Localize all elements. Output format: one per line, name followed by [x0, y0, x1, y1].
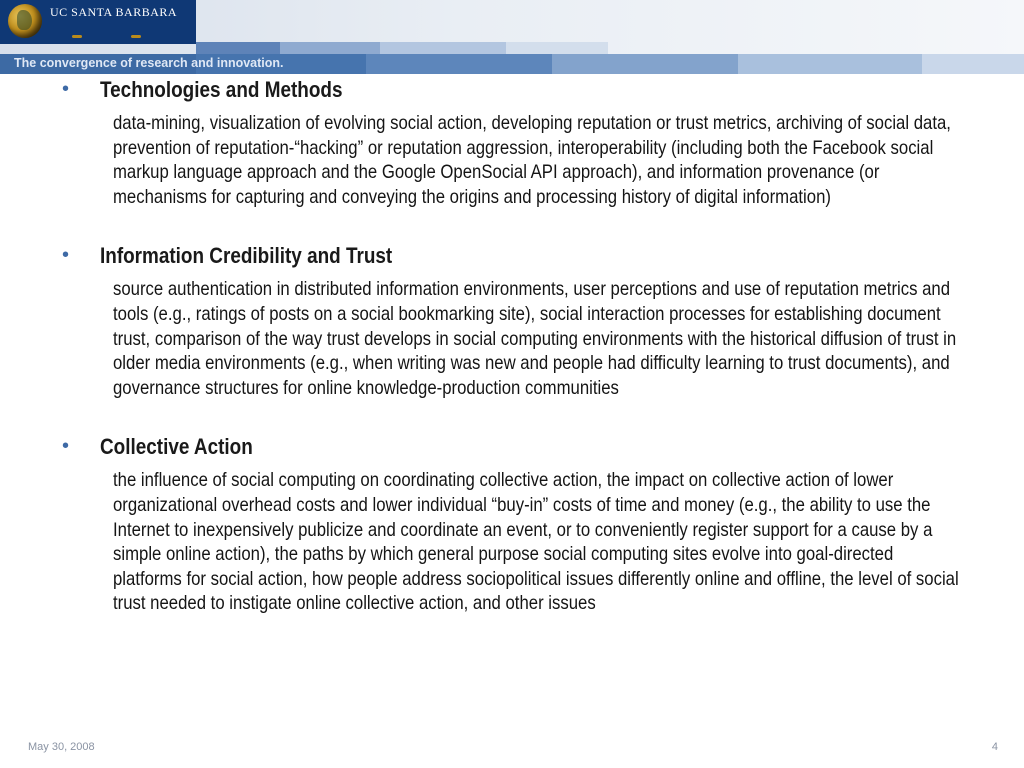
section-heading: Information Credibility and Trust — [100, 243, 393, 269]
section-heading: Collective Action — [100, 434, 253, 460]
ucsb-logo — [0, 0, 196, 44]
slide-content — [60, 75, 965, 616]
bullet-icon: • — [62, 244, 70, 267]
section-heading: Technologies and Methods — [100, 77, 343, 102]
section-credibility — [60, 241, 965, 400]
bullet-icon: • — [62, 435, 70, 458]
bullet-icon: • — [62, 78, 70, 100]
section-technologies — [60, 75, 965, 209]
logo-accent-mark — [131, 35, 141, 38]
globe-icon — [8, 4, 42, 38]
footer-date: May 30, 2008 — [28, 741, 95, 753]
section-body: data-mining, visualization of evolving social action, developing reputation or trust metrics, archiving of social data, prevention of reputation-“hacking” or reputation aggression, interoperability (including both the Facebook social markup language approach and the Google OpenSocial API approach), and information provenance (or mechanisms for capturing and conveying the origins and processing history of digital information) — [113, 112, 951, 208]
decorative-blocks — [0, 42, 1024, 54]
logo-accent-mark — [72, 35, 82, 38]
header-banner — [0, 0, 1024, 74]
tagline: The convergence of research and innovation. — [14, 56, 284, 70]
logo-text: UC SANTA BARBARA — [50, 5, 178, 19]
section-collective-action — [60, 432, 965, 616]
section-body: source authentication in distributed information environments, user perceptions and use of reputation metrics and tools (e.g., ratings of posts on a social bookmarking site), social interaction processes for establishing document trust, comparison of the way trust develops in social computing environments with the historical diffusion of trust in older media environments (e.g., when writing was new and people had difficulty learning to trust documents), and governance structures for online knowledge-production communities — [113, 278, 957, 399]
page-number: 4 — [991, 741, 998, 753]
section-body: the influence of social computing on coordinating collective action, the impact on collective action of lower organizational overhead costs and lower individual “buy-in” costs of time and money (e.g., the ability to use the Internet to inexpensively publicize and coordinate an event, or to conveniently register support for a cause by a simple online action), the paths by which general purpose social computing sites evolve into goal-directed platforms for social action, how people address sociopolitical issues differently online and offline, the level of social trust needed to instigate online collective action, and other issues — [113, 469, 959, 615]
